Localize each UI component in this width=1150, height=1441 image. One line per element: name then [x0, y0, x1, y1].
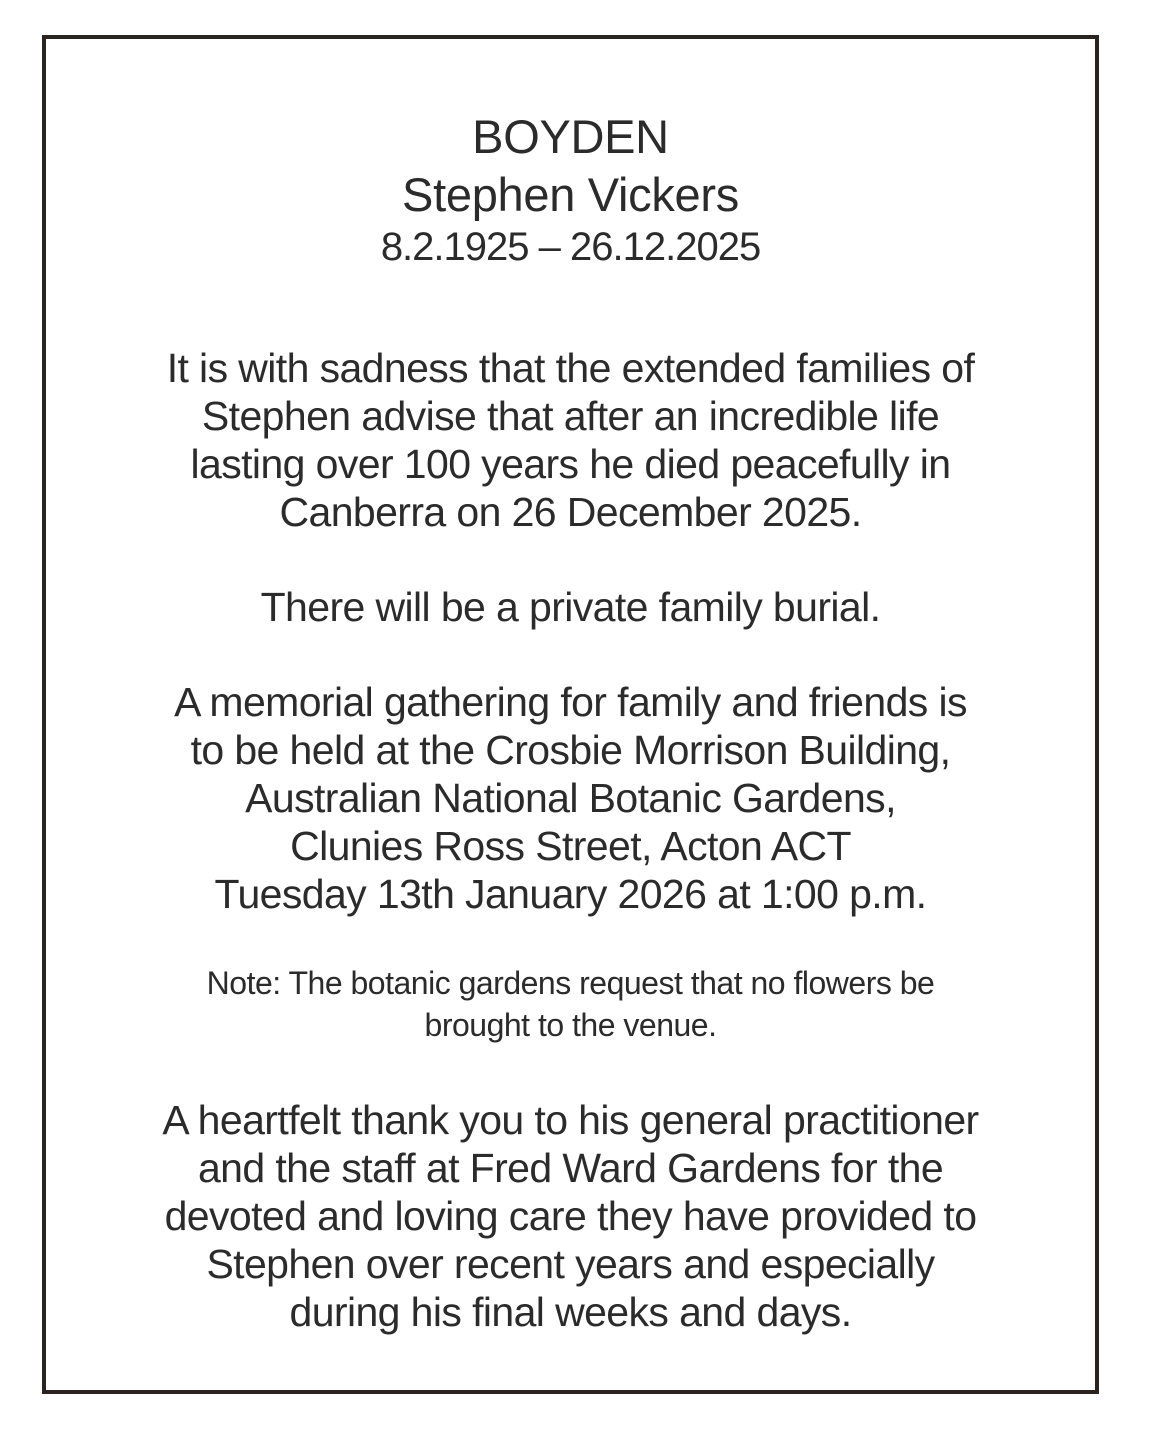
- announcement-line: lasting over 100 years he died peacefully in: [190, 441, 951, 487]
- thanks-line: devoted and loving care they have provided to: [164, 1193, 977, 1239]
- thanks-line: during his final weeks and days.: [289, 1289, 852, 1335]
- surname-heading: BOYDEN: [472, 110, 669, 163]
- memorial-line: to be held at the Crosbie Morrison Building,: [190, 727, 951, 773]
- thanks-line: A heartfelt thank you to his general practitioner: [162, 1097, 979, 1143]
- thanks-line: and the staff at Fred Ward Gardens for the: [197, 1145, 944, 1191]
- burial-line: There will be a private family burial.: [260, 584, 881, 630]
- thanks-line: Stephen over recent years and especially: [206, 1241, 935, 1287]
- memorial-line: Australian National Botanic Gardens,: [245, 775, 896, 821]
- announcement-line: Stephen advise that after an incredible life: [201, 393, 940, 439]
- note-line: Note: The botanic gardens request that no flowers be: [206, 965, 935, 1001]
- memorial-line: Tuesday 13th January 2026 at 1:00 p.m.: [214, 871, 927, 917]
- fullname-heading: Stephen Vickers: [402, 168, 739, 221]
- announcement-line: It is with sadness that the extended families of: [166, 345, 975, 391]
- memorial-line: A memorial gathering for family and friends is: [174, 679, 967, 725]
- note-line: brought to the venue.: [424, 1007, 717, 1043]
- life-dates: 8.2.1925 – 26.12.2025: [380, 225, 761, 269]
- announcement-line: Canberra on 26 December 2025.: [279, 489, 862, 535]
- memorial-line: Clunies Ross Street, Acton ACT: [290, 823, 851, 869]
- death-notice: [42, 35, 1099, 1394]
